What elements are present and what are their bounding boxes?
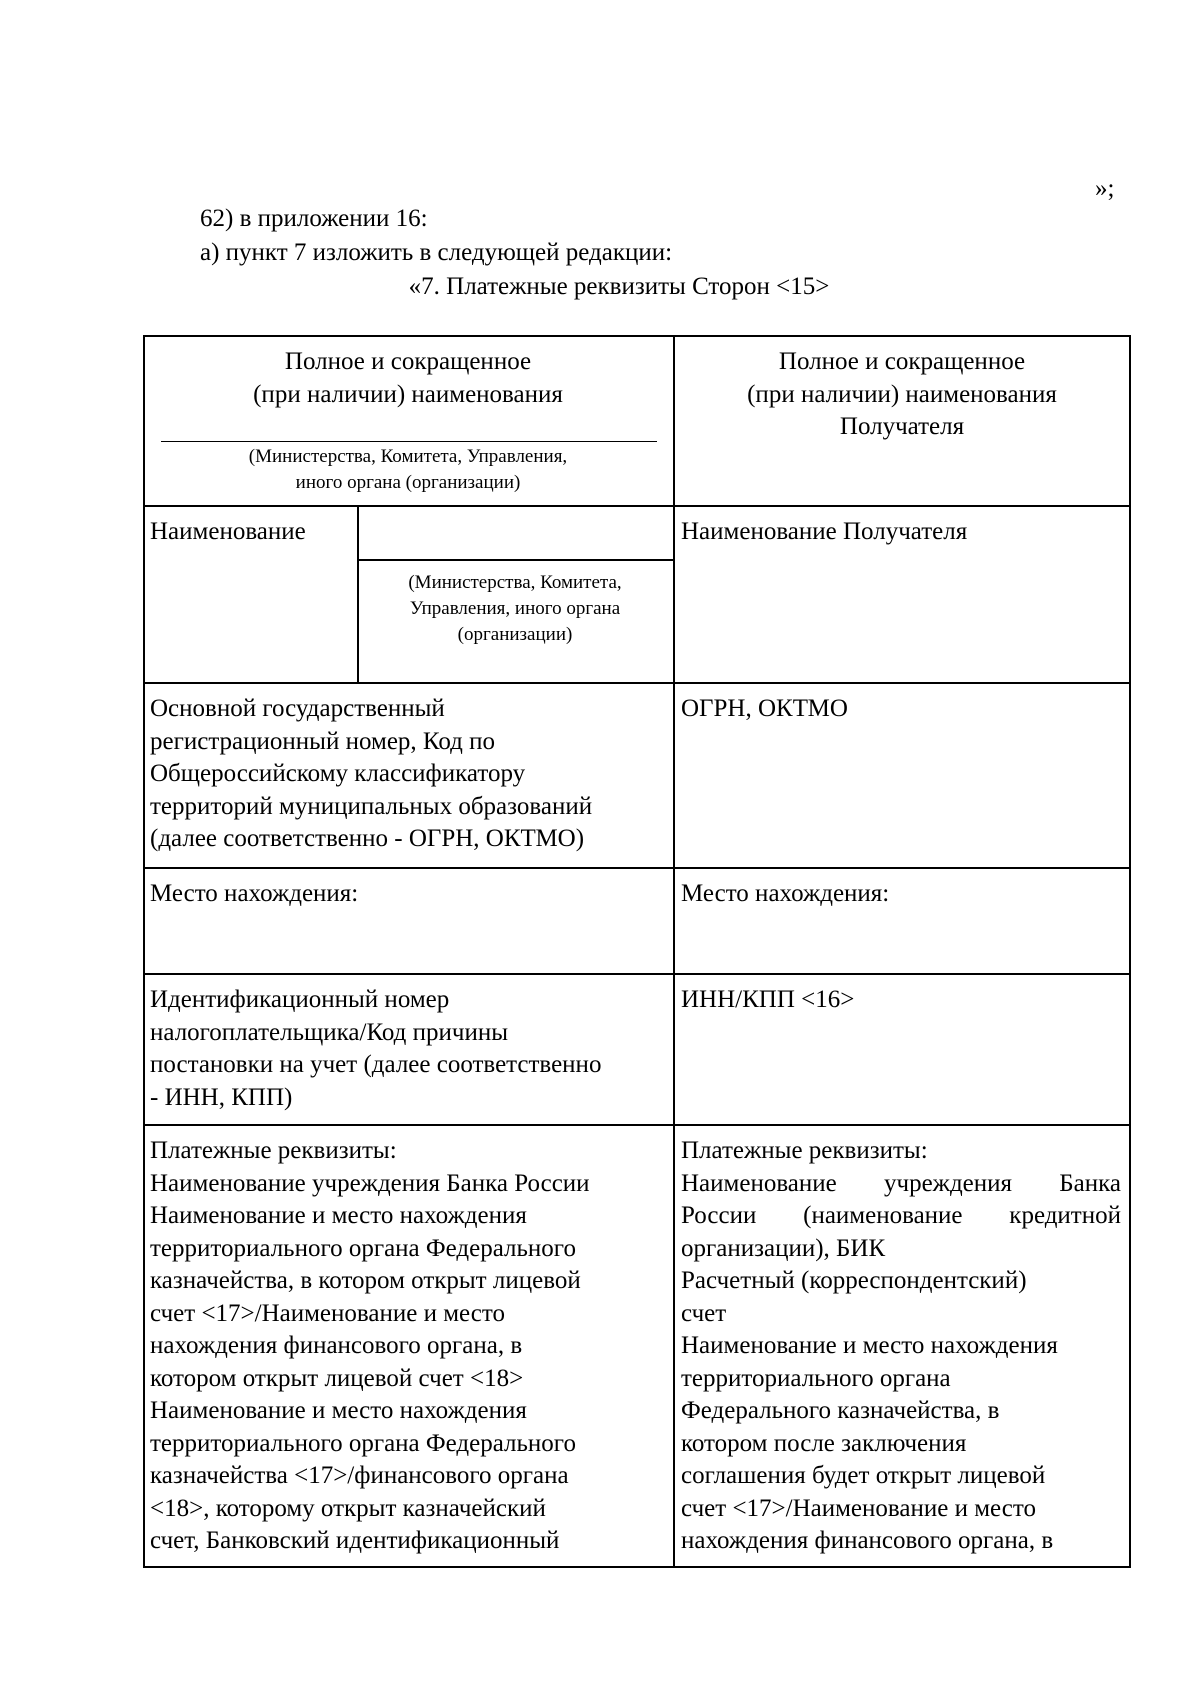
payment-right-line: Платежные реквизиты: [681, 1137, 928, 1164]
recipient-location-label: Место нахождения: [681, 880, 890, 907]
row-divider-3 [143, 867, 1131, 869]
payment-left-line: территориального органа Федерального [150, 1234, 576, 1262]
header-right-line: Полное и сокращенное [778, 348, 1026, 375]
payment-left-line: нахождения финансового органа, в [150, 1332, 523, 1359]
payment-right [681, 1135, 1121, 1558]
payment-left-line: Платежные реквизиты: [150, 1137, 397, 1164]
payment-left-line: Наименование и место нахождения [150, 1397, 527, 1424]
table-border-right [1129, 335, 1131, 1568]
payment-left-line: территориального органа Федерального [150, 1429, 576, 1457]
payment-left-line: Наименование учреждения Банка России [150, 1169, 590, 1197]
location-label: Место нахождения: [150, 880, 359, 907]
name-note-line: (организации) [457, 624, 573, 645]
ogrn-line: Общероссийскому классификатору [150, 760, 526, 787]
name-note [357, 570, 673, 648]
row-divider-4 [143, 973, 1131, 975]
payment-right-line: счет [681, 1299, 727, 1327]
section-heading: «7. Платежные реквизиты Сторон <15> [408, 273, 830, 300]
payment-right-line: счет <17>/Наименование и место [681, 1494, 1036, 1522]
ogrn-line: Основной государственный [150, 695, 445, 722]
payment-details-table [143, 335, 1131, 1568]
inn-line: - ИНН, КПП) [150, 1083, 293, 1111]
header-left-line: (при наличии) наименования [253, 380, 563, 408]
inn-line: налогоплательщика/Код причины [150, 1018, 509, 1046]
name-note-line: Управления, иного органа [409, 598, 621, 619]
table-border-top [143, 335, 1131, 337]
recipient-ogrn: ОГРН, ОКТМО [681, 695, 848, 722]
ogrn-line: регистрационный номер, Код по [150, 727, 495, 755]
payment-left-line: счет <17>/Наименование и место [150, 1299, 505, 1327]
inn-line: Идентификационный номер [150, 986, 450, 1013]
payment-left [150, 1135, 666, 1558]
header-right-line: Получателя [839, 413, 965, 440]
header-left-line: Полное и сокращенное [284, 348, 532, 375]
payment-left-line: Наименование и место нахождения [150, 1202, 527, 1229]
payment-right-line: Наименование и место нахождения [681, 1332, 1058, 1359]
table-column-divider [673, 335, 675, 1568]
row-divider-5 [143, 1124, 1131, 1126]
closing-quote: »; [1095, 175, 1115, 202]
header-left-title [143, 346, 673, 411]
header-left-note-line: иного органа (организации) [295, 472, 521, 493]
recipient-inn: ИНН/КПП <16> [681, 986, 855, 1013]
payment-right-line: Федерального казначейства, в [681, 1397, 1000, 1424]
name-label: Наименование [150, 518, 306, 545]
payment-right-line: Наименование учреждения Банка [681, 1169, 1121, 1197]
payment-right-line: России (наименование кредитной [681, 1202, 1121, 1229]
payment-right-line: территориального органа [681, 1364, 951, 1392]
payment-right-line: организации), БИК [681, 1234, 886, 1262]
paragraph-a: а) пункт 7 изложить в следующей редакции: [200, 239, 673, 266]
paragraph-62: 62) в приложении 16: [200, 205, 428, 232]
payment-left-line: котором открыт лицевой счет <18> [150, 1364, 524, 1392]
payment-right-line: котором после заключения [681, 1429, 967, 1457]
ogrn-line: территорий муниципальных образований [150, 792, 593, 820]
table-border-bottom [143, 1566, 1131, 1568]
payment-right-line: соглашения будет открыт лицевой [681, 1462, 1046, 1489]
inn-description [150, 984, 601, 1114]
header-left-note-line: (Министерства, Комитета, Управления, [248, 446, 568, 467]
header-left-note [143, 444, 673, 496]
ogrn-description [150, 693, 592, 856]
table-border-left [143, 335, 145, 1568]
name-note-line: (Министерства, Комитета, [408, 572, 622, 593]
payment-left-line: <18>, которому открыт казначейский [150, 1494, 546, 1522]
recipient-name: Наименование Получателя [681, 518, 968, 545]
row-divider-1 [143, 505, 1131, 507]
row-divider-2 [143, 682, 1131, 684]
inn-line: постановки на учет (далее соответственно [150, 1051, 602, 1078]
payment-left-line: казначейства <17>/финансового органа [150, 1462, 569, 1489]
header-right-line: (при наличии) наименования [747, 380, 1057, 408]
payment-right-line: Расчетный (корреспондентский) [681, 1267, 1027, 1294]
payment-left-line: казначейства, в котором открыт лицевой [150, 1267, 581, 1294]
header-input-underline [161, 441, 657, 442]
ogrn-line: (далее соответственно - ОГРН, ОКТМО) [150, 825, 585, 852]
name-row-input-underline [357, 559, 673, 561]
payment-right-line: нахождения финансового органа, в [681, 1527, 1054, 1554]
payment-left-line: счет, Банковский идентификационный [150, 1527, 560, 1554]
header-right-title [673, 346, 1131, 444]
